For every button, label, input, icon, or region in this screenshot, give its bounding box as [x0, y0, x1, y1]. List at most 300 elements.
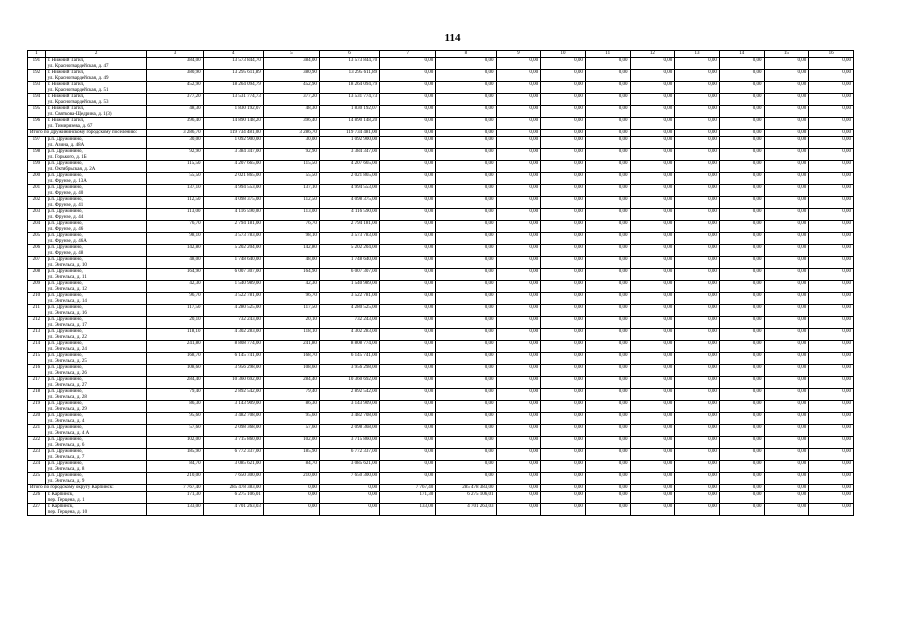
- value-cell: 0,00: [630, 137, 675, 149]
- value-cell: 0,00: [585, 473, 630, 485]
- value-cell: 98,10: [263, 233, 319, 245]
- value-cell: 0,00: [380, 149, 436, 161]
- value-cell: 377,20: [147, 94, 203, 106]
- value-cell: 0,00: [436, 209, 496, 221]
- value-cell: 0,00: [764, 329, 809, 341]
- value-cell: 0,00: [719, 305, 764, 317]
- value-cell: 171,30: [147, 492, 203, 504]
- value-cell: 0,00: [809, 82, 854, 94]
- value-cell: 0,00: [436, 305, 496, 317]
- value-cell: 2 892 542,00: [319, 389, 379, 401]
- address-line: р.п. Дружинино,: [47, 401, 83, 406]
- table-row: [28, 106, 854, 118]
- value-cell: 380,90: [147, 70, 203, 82]
- table-row: [28, 413, 854, 425]
- value-cell: 0,00: [630, 353, 675, 365]
- value-cell: 0,00: [630, 377, 675, 389]
- value-cell: 0,00: [719, 197, 764, 209]
- value-cell: 79,40: [147, 389, 203, 401]
- value-cell: 0,00: [541, 137, 586, 149]
- value-cell: 0,00: [541, 269, 586, 281]
- value-cell: 0,00: [719, 209, 764, 221]
- value-cell: 0,00: [719, 58, 764, 70]
- value-cell: 0,00: [809, 437, 854, 449]
- value-cell: 7 650 300,00: [319, 473, 379, 485]
- value-cell: 0,00: [809, 269, 854, 281]
- address-line: ул. Энгельса, д. 25: [47, 358, 87, 364]
- value-cell: 0,00: [809, 389, 854, 401]
- table-row: [28, 473, 854, 485]
- value-cell: 2 794 181,00: [203, 221, 263, 233]
- value-cell: 0,00: [541, 245, 586, 257]
- value-cell: 0,00: [675, 161, 720, 173]
- address-line: р.п. Дружинино,: [47, 197, 83, 202]
- value-cell: 108,60: [263, 365, 319, 377]
- value-cell: 0,00: [436, 257, 496, 269]
- value-cell: 0,00: [436, 473, 496, 485]
- value-cell: 0,00: [436, 161, 496, 173]
- value-cell: 0,00: [764, 82, 809, 94]
- value-cell: 0,00: [764, 257, 809, 269]
- value-cell: 0,00: [436, 221, 496, 233]
- table-row: [28, 161, 854, 173]
- value-cell: 0,00: [585, 401, 630, 413]
- row-number: 203: [28, 209, 46, 221]
- value-cell: 171,30: [380, 492, 436, 504]
- address-line: ул. Энгельса, д. 12: [47, 286, 87, 292]
- value-cell: 3 522 781,00: [203, 293, 263, 305]
- subtotal-label: Итого по Дружининскому городскому поселению:: [28, 130, 147, 137]
- value-cell: 0,00: [630, 94, 675, 106]
- address-line: ул. Фрунзе, д. 46А: [47, 238, 87, 244]
- value-cell: 0,00: [436, 401, 496, 413]
- row-number: 220: [28, 413, 46, 425]
- address-line: ул. Фрунзе, д. 48: [47, 250, 84, 256]
- value-cell: 0,00: [585, 137, 630, 149]
- row-number: 201: [28, 185, 46, 197]
- address-line: ул. Энгельса, д. 16: [47, 310, 87, 316]
- value-cell: 5 202 204,00: [319, 245, 379, 257]
- value-cell: 0,00: [496, 233, 541, 245]
- value-cell: 102,00: [263, 437, 319, 449]
- value-cell: 0,00: [436, 130, 496, 137]
- address-line: р.п. Дружинино,: [47, 293, 83, 298]
- value-cell: 0,00: [541, 365, 586, 377]
- value-cell: 0,00: [809, 185, 854, 197]
- value-cell: 0,00: [496, 389, 541, 401]
- value-cell: 0,00: [719, 281, 764, 293]
- value-cell: 0,00: [496, 82, 541, 94]
- value-cell: 4 302 283,00: [319, 329, 379, 341]
- value-cell: 0,00: [719, 449, 764, 461]
- value-cell: 0,00: [541, 82, 586, 94]
- value-cell: 0,00: [719, 504, 764, 516]
- value-cell: 0,00: [496, 269, 541, 281]
- value-cell: 0,00: [630, 365, 675, 377]
- value-cell: 164,90: [263, 269, 319, 281]
- value-cell: 0,00: [585, 437, 630, 449]
- table-row: [28, 281, 854, 293]
- value-cell: 0,00: [496, 317, 541, 329]
- value-cell: 95,60: [263, 413, 319, 425]
- value-cell: 0,00: [585, 492, 630, 504]
- address-line: р.п. Дружинино,: [47, 149, 83, 154]
- value-cell: 0,00: [809, 353, 854, 365]
- table-row: [28, 449, 854, 461]
- value-cell: 6 007 307,00: [319, 269, 379, 281]
- address-cell: [45, 401, 147, 413]
- value-cell: 284,40: [263, 377, 319, 389]
- row-number: 221: [28, 425, 46, 437]
- value-cell: 0,00: [675, 492, 720, 504]
- value-cell: 0,00: [541, 473, 586, 485]
- value-cell: 0,00: [436, 173, 496, 185]
- value-cell: 0,00: [809, 233, 854, 245]
- value-cell: 0,00: [675, 94, 720, 106]
- value-cell: 0,00: [719, 473, 764, 485]
- value-cell: 0,00: [496, 305, 541, 317]
- value-cell: 396,40: [263, 118, 319, 130]
- value-cell: 2 021 865,00: [319, 173, 379, 185]
- address-line: ул. Энгельса, д. 29: [47, 406, 87, 412]
- subtotal-label: Итого по городскому округу Карпинск:: [28, 485, 147, 492]
- value-cell: 2 794 181,00: [319, 221, 379, 233]
- value-cell: 0,00: [380, 161, 436, 173]
- address-cell: [45, 209, 147, 221]
- table-row: [28, 221, 854, 233]
- table-row: [28, 437, 854, 449]
- value-cell: 0,00: [319, 485, 379, 492]
- value-cell: 0,00: [809, 94, 854, 106]
- value-cell: 0,00: [496, 137, 541, 149]
- value-cell: 0,00: [719, 269, 764, 281]
- value-cell: 0,00: [675, 461, 720, 473]
- value-cell: 0,00: [764, 173, 809, 185]
- row-number: 210: [28, 293, 46, 305]
- address-line: ул. Фрунзе, д. 44: [47, 214, 84, 220]
- value-cell: 0,00: [585, 293, 630, 305]
- value-cell: 13 573 844,70: [203, 58, 263, 70]
- value-cell: 48,00: [263, 257, 319, 269]
- value-cell: 0,00: [585, 269, 630, 281]
- address-cell: [45, 377, 147, 389]
- value-cell: 0,00: [809, 257, 854, 269]
- column-number: 14: [719, 51, 764, 58]
- value-cell: 0,00: [630, 425, 675, 437]
- value-cell: 0,00: [809, 317, 854, 329]
- address-line: ул. Фрунзе, д. 46: [47, 226, 84, 232]
- value-cell: 0,00: [675, 149, 720, 161]
- address-cell: [45, 329, 147, 341]
- value-cell: 0,00: [675, 305, 720, 317]
- value-cell: 118,10: [147, 329, 203, 341]
- value-cell: 42,30: [147, 281, 203, 293]
- value-cell: 0,00: [436, 365, 496, 377]
- address-line: ул. Горького, д. 1Б: [47, 154, 87, 160]
- value-cell: 0,00: [675, 245, 720, 257]
- value-cell: 119 734 481,00: [319, 130, 379, 137]
- value-cell: 0,00: [764, 317, 809, 329]
- address-line: г. Нижний Тагил,: [47, 82, 85, 87]
- value-cell: 96,70: [147, 293, 203, 305]
- value-cell: 0,00: [541, 149, 586, 161]
- value-cell: 0,00: [630, 329, 675, 341]
- row-number: 225: [28, 473, 46, 485]
- value-cell: 0,00: [541, 281, 586, 293]
- value-cell: 0,00: [380, 130, 436, 137]
- column-number: 11: [585, 51, 630, 58]
- column-number: 3: [147, 51, 203, 58]
- row-number: 226: [28, 492, 46, 504]
- value-cell: 0,00: [719, 257, 764, 269]
- address-line: р.п. Дружинино,: [47, 305, 83, 310]
- value-cell: 0,00: [675, 473, 720, 485]
- value-cell: 14 890 148,20: [203, 118, 263, 130]
- value-cell: 0,00: [585, 389, 630, 401]
- value-cell: 384,00: [263, 58, 319, 70]
- value-cell: 0,00: [809, 58, 854, 70]
- value-cell: 0,00: [436, 461, 496, 473]
- address-cell: [45, 281, 147, 293]
- value-cell: 76,70: [263, 221, 319, 233]
- address-line: ул. Энгельса, д. 7: [47, 454, 85, 460]
- column-number: 2: [45, 51, 147, 58]
- value-cell: 0,00: [541, 437, 586, 449]
- value-cell: 0,00: [541, 197, 586, 209]
- value-cell: 4 098 375,00: [319, 197, 379, 209]
- value-cell: 0,00: [809, 118, 854, 130]
- value-cell: 0,00: [496, 329, 541, 341]
- value-cell: 0,00: [380, 94, 436, 106]
- value-cell: 0,00: [809, 425, 854, 437]
- table-row: [28, 82, 854, 94]
- table-row: [28, 185, 854, 197]
- value-cell: 0,00: [585, 413, 630, 425]
- value-cell: 0,00: [585, 341, 630, 353]
- value-cell: 1 540 989,00: [319, 281, 379, 293]
- value-cell: 0,00: [541, 389, 586, 401]
- value-cell: 0,00: [585, 173, 630, 185]
- row-number: 212: [28, 317, 46, 329]
- table-row: [28, 118, 854, 130]
- address-line: ул. Азина, д. 48А: [47, 142, 85, 148]
- value-cell: 0,00: [436, 437, 496, 449]
- value-cell: 3 956 298,00: [203, 365, 263, 377]
- value-cell: 0,00: [380, 317, 436, 329]
- value-cell: 0,00: [436, 389, 496, 401]
- value-cell: 0,00: [675, 449, 720, 461]
- value-cell: 13 573 844,70: [319, 58, 379, 70]
- value-cell: 0,00: [496, 293, 541, 305]
- value-cell: 241,80: [147, 341, 203, 353]
- value-cell: 0,00: [541, 185, 586, 197]
- value-cell: 3 715 860,00: [203, 437, 263, 449]
- column-number: 4: [203, 51, 263, 58]
- value-cell: 0,00: [630, 492, 675, 504]
- value-cell: 0,00: [380, 257, 436, 269]
- value-cell: 0,00: [675, 58, 720, 70]
- value-cell: 0,00: [809, 70, 854, 82]
- value-cell: 0,00: [380, 173, 436, 185]
- value-cell: 0,00: [436, 377, 496, 389]
- address-cell: [45, 118, 147, 130]
- value-cell: 0,00: [630, 485, 675, 492]
- column-number: 15: [764, 51, 809, 58]
- row-number: 222: [28, 437, 46, 449]
- value-cell: 0,00: [675, 437, 720, 449]
- value-cell: 0,00: [719, 377, 764, 389]
- value-cell: 137,10: [147, 185, 203, 197]
- address-line: ул. Октябрьская, д. 2А: [47, 166, 96, 172]
- value-cell: 0,00: [541, 401, 586, 413]
- address-line: ул. Энгельса, д. 24: [47, 346, 87, 352]
- value-cell: 384,00: [147, 58, 203, 70]
- value-cell: 0,00: [380, 106, 436, 118]
- value-cell: 0,00: [380, 137, 436, 149]
- value-cell: 0,00: [585, 257, 630, 269]
- value-cell: 4 116 590,00: [319, 209, 379, 221]
- value-cell: 0,00: [809, 197, 854, 209]
- value-cell: 0,00: [436, 449, 496, 461]
- address-line: г. Карпинск,: [47, 492, 74, 497]
- row-number: 205: [28, 233, 46, 245]
- address-line: ул. Энгельса, д. 10: [47, 262, 87, 268]
- value-cell: 0,00: [809, 365, 854, 377]
- value-cell: 0,00: [585, 377, 630, 389]
- value-cell: 1 748 640,00: [203, 257, 263, 269]
- value-cell: 0,00: [764, 245, 809, 257]
- address-line: г. Нижний Тагил,: [47, 118, 85, 123]
- value-cell: 0,00: [380, 329, 436, 341]
- value-cell: 0,00: [630, 118, 675, 130]
- value-cell: 377,20: [263, 94, 319, 106]
- value-cell: 0,00: [764, 425, 809, 437]
- value-cell: 1 092 900,00: [203, 137, 263, 149]
- value-cell: 0,00: [541, 329, 586, 341]
- value-cell: 4 280 525,00: [319, 305, 379, 317]
- value-cell: 0,00: [541, 173, 586, 185]
- row-number: 193: [28, 82, 46, 94]
- address-line: р.п. Дружинино,: [47, 173, 83, 178]
- value-cell: 0,00: [630, 305, 675, 317]
- address-line: пер. Герцена, д. 10: [47, 509, 88, 515]
- value-cell: 0,00: [809, 305, 854, 317]
- value-cell: 0,00: [436, 269, 496, 281]
- value-cell: 0,00: [764, 365, 809, 377]
- value-cell: 0,00: [585, 281, 630, 293]
- column-number: 6: [319, 51, 379, 58]
- value-cell: 0,00: [675, 221, 720, 233]
- address-line: ул. Красногвардейская, д. 53: [47, 99, 109, 105]
- value-cell: 0,00: [764, 94, 809, 106]
- value-cell: 0,00: [585, 209, 630, 221]
- value-cell: 452,90: [263, 82, 319, 94]
- value-cell: 0,00: [380, 118, 436, 130]
- value-cell: 0,00: [675, 209, 720, 221]
- value-cell: 0,00: [719, 317, 764, 329]
- value-cell: 0,00: [436, 281, 496, 293]
- address-line: г. Нижний Тагил,: [47, 106, 85, 111]
- value-cell: 3 715 860,00: [319, 437, 379, 449]
- value-cell: 4 994 553,00: [203, 185, 263, 197]
- value-cell: 0,00: [496, 365, 541, 377]
- address-line: ул. Энгельса, д. 26: [47, 370, 87, 376]
- value-cell: 0,00: [496, 221, 541, 233]
- value-cell: 0,00: [630, 281, 675, 293]
- value-cell: 0,00: [675, 173, 720, 185]
- value-cell: 0,00: [496, 504, 541, 516]
- value-cell: 0,00: [380, 58, 436, 70]
- value-cell: 0,00: [764, 401, 809, 413]
- value-cell: 168,70: [147, 353, 203, 365]
- value-cell: 0,00: [541, 106, 586, 118]
- value-cell: 0,00: [675, 70, 720, 82]
- address-cell: [45, 269, 147, 281]
- row-number: 202: [28, 197, 46, 209]
- value-cell: 0,00: [630, 233, 675, 245]
- value-cell: 285 478 383,00: [436, 485, 496, 492]
- value-cell: 0,00: [675, 293, 720, 305]
- value-cell: 0,00: [764, 197, 809, 209]
- value-cell: 0,00: [263, 504, 319, 516]
- address-cell: [45, 58, 147, 70]
- address-cell: [45, 94, 147, 106]
- value-cell: 0,00: [436, 341, 496, 353]
- value-cell: 0,00: [764, 389, 809, 401]
- value-cell: 0,00: [585, 461, 630, 473]
- value-cell: 0,00: [764, 413, 809, 425]
- value-cell: 0,00: [630, 106, 675, 118]
- value-cell: 0,00: [675, 281, 720, 293]
- value-cell: 55,50: [263, 173, 319, 185]
- value-cell: 0,00: [541, 209, 586, 221]
- value-cell: 3 384 347,00: [203, 149, 263, 161]
- value-cell: 4 116 590,00: [203, 209, 263, 221]
- column-number: 9: [496, 51, 541, 58]
- value-cell: 0,00: [809, 161, 854, 173]
- value-cell: 0,00: [436, 293, 496, 305]
- value-cell: 0,00: [585, 58, 630, 70]
- value-cell: 0,00: [764, 492, 809, 504]
- value-cell: 0,00: [630, 173, 675, 185]
- value-cell: 0,00: [263, 492, 319, 504]
- address-line: ул. Красногвардейская, д. 49: [47, 75, 109, 81]
- value-cell: 18 264 094,79: [319, 82, 379, 94]
- value-cell: 0,00: [585, 197, 630, 209]
- value-cell: 8 808 774,00: [319, 341, 379, 353]
- subtotal-row: [28, 485, 854, 492]
- value-cell: 13 295 611,89: [319, 70, 379, 82]
- value-cell: 0,00: [436, 245, 496, 257]
- address-line: р.п. Дружинино,: [47, 137, 83, 142]
- value-cell: 0,00: [764, 70, 809, 82]
- value-cell: 6 145 741,00: [203, 353, 263, 365]
- value-cell: 0,00: [764, 437, 809, 449]
- address-cell: [45, 293, 147, 305]
- value-cell: 0,00: [585, 504, 630, 516]
- value-cell: 0,00: [809, 413, 854, 425]
- value-cell: 0,00: [585, 221, 630, 233]
- value-cell: 14 890 148,20: [319, 118, 379, 130]
- value-cell: 0,00: [764, 461, 809, 473]
- table-row: [28, 94, 854, 106]
- value-cell: 0,00: [675, 377, 720, 389]
- value-cell: 0,00: [630, 185, 675, 197]
- column-number: 5: [263, 51, 319, 58]
- value-cell: 185,90: [147, 449, 203, 461]
- value-cell: 7 767,40: [147, 485, 203, 492]
- value-cell: 57,60: [263, 425, 319, 437]
